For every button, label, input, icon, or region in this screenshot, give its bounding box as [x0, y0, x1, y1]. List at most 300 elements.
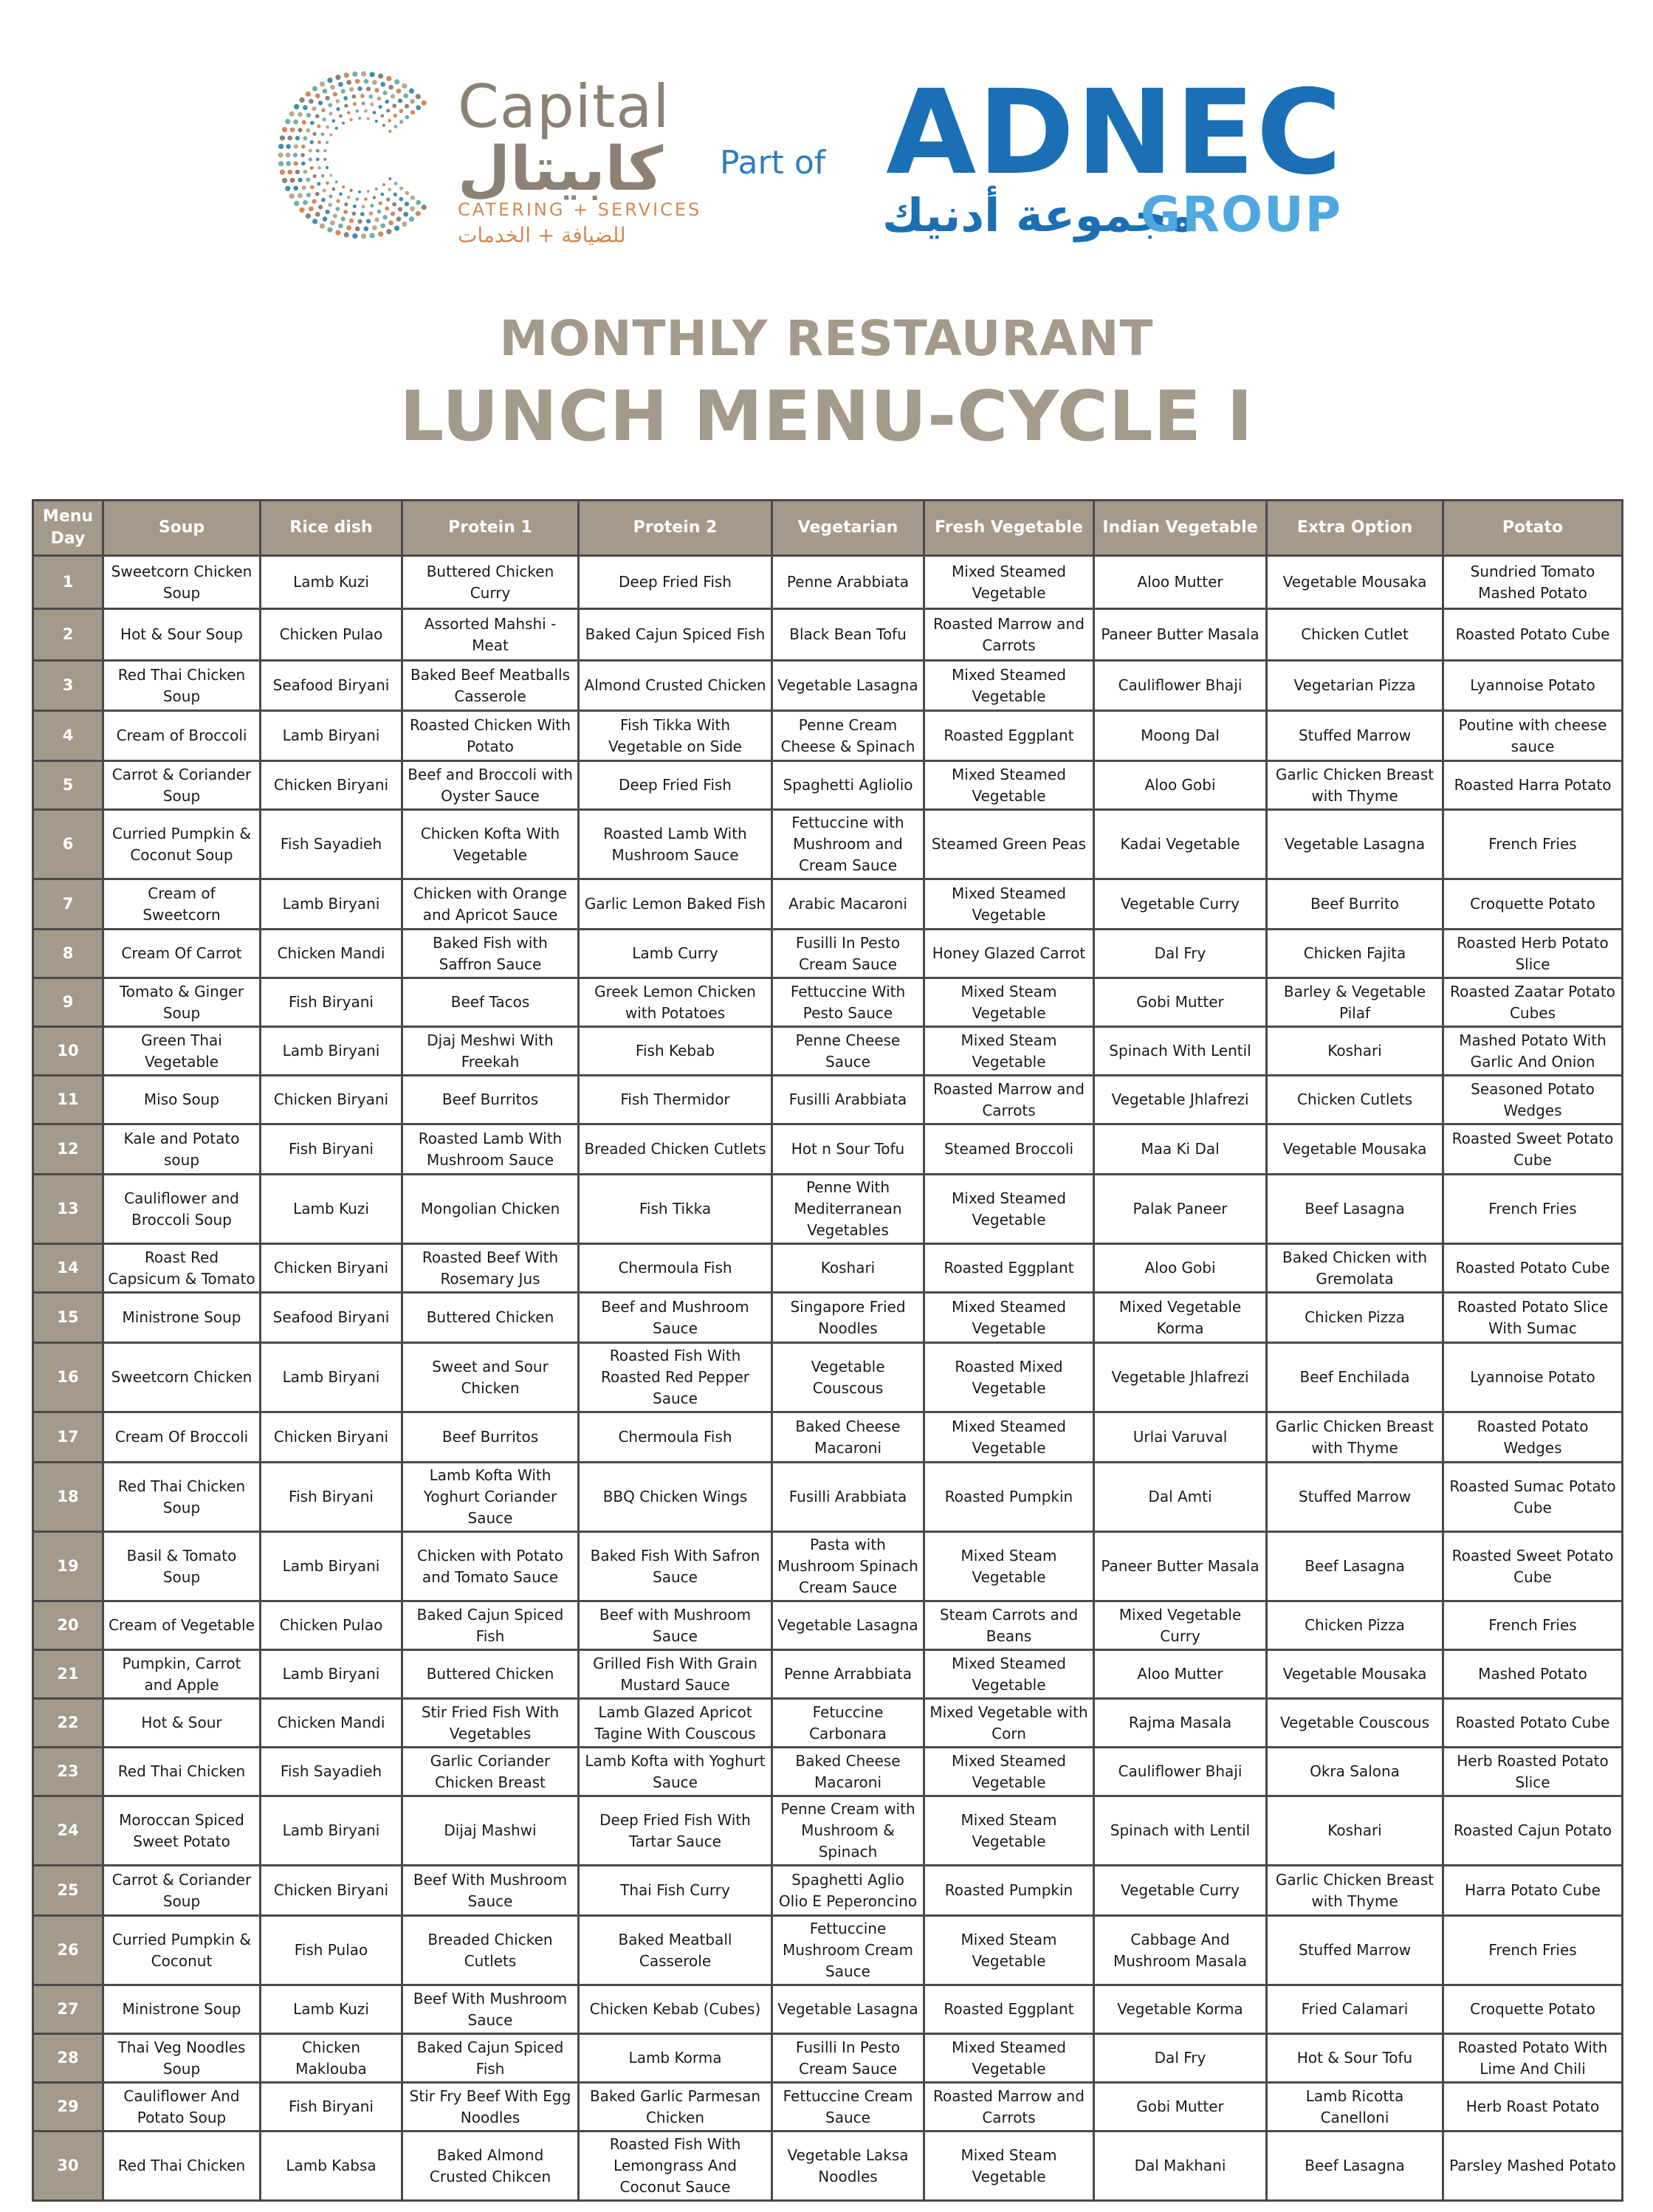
logo-dot: [367, 190, 370, 193]
logo-dot: [313, 132, 317, 136]
logo-dot: [309, 206, 314, 211]
menu-item-cell: Okra Salona: [1267, 1748, 1443, 1796]
logo-dot: [303, 105, 308, 110]
logo-dot: [372, 80, 377, 85]
menu-item-cell: Roasted Potato Slice With Sumac: [1443, 1293, 1623, 1343]
menu-item-cell: Mixed Steam Vegetable: [924, 978, 1094, 1027]
menu-item-cell: Mixed Steamed Vegetable: [924, 1748, 1094, 1796]
logo-dot: [352, 233, 357, 238]
menu-item-cell: Chicken Pizza: [1267, 1601, 1443, 1650]
menu-item-cell: Cauliflower Bhaji: [1094, 1748, 1267, 1796]
column-header: Protein 1: [402, 501, 579, 556]
menu-item-cell: Roasted Eggplant: [924, 1985, 1094, 2034]
adnec-logo-group: GROUP: [1141, 186, 1343, 243]
capital-logo-tagline-arabic: للضيافة + الخدمات: [458, 223, 626, 247]
menu-item-cell: Roasted Fish With Roasted Red Pepper Sauce: [579, 1343, 772, 1412]
table-row: [33, 1293, 1623, 1343]
menu-day-cell: 13: [33, 1175, 103, 1244]
menu-item-cell: Tomato & Ginger Soup: [103, 978, 261, 1027]
menu-item-cell: Koshari: [1267, 1027, 1443, 1076]
logo-dot: [286, 153, 291, 158]
menu-item-cell: Dal Makhani: [1094, 2132, 1267, 2201]
logo-dot: [321, 132, 325, 136]
menu-item-cell: Roasted Lamb With Mushroom Sauce: [579, 810, 772, 879]
logo-dot: [394, 114, 397, 117]
logo-dot: [331, 188, 335, 191]
logo-dot: [349, 219, 354, 223]
logo-dot: [403, 212, 408, 217]
menu-item-cell: Beef Burrito: [1267, 879, 1443, 930]
logo-dot: [342, 122, 345, 125]
table-row: [33, 879, 1623, 930]
menu-day-cell: 11: [33, 1076, 103, 1124]
logo-dot: [303, 170, 307, 174]
table-row: [33, 1796, 1623, 1866]
logo-dot: [362, 205, 365, 208]
menu-item-cell: Spaghetti Aglio Olio E Peperoncino: [772, 1866, 924, 1916]
logo-dot: [382, 183, 385, 186]
logo-dot: [375, 120, 378, 123]
menu-day-cell: 15: [33, 1293, 103, 1343]
logo-dot: [358, 117, 361, 120]
menu-item-cell: Roasted Sweet Potato Cube: [1443, 1532, 1623, 1601]
menu-item-cell: Sundried Tomato Mashed Potato: [1443, 556, 1623, 609]
menu-item-cell: Red Thai Chicken: [103, 2132, 261, 2201]
table-row: [33, 661, 1623, 711]
logo-dot: [289, 111, 295, 117]
menu-day-cell: 14: [33, 1244, 103, 1293]
logo-dot: [328, 203, 332, 207]
logo-dot: [326, 126, 329, 129]
logo-dot: [416, 94, 421, 99]
menu-item-cell: Beef and Mushroom Sauce: [579, 1293, 772, 1343]
logo-dot: [344, 202, 348, 206]
logo-dot: [402, 221, 407, 227]
logo-dot: [352, 72, 357, 77]
menu-item-cell: Lamb Biryani: [261, 1343, 402, 1412]
menu-item-cell: Chermoula Fish: [579, 1412, 772, 1463]
menu-item-cell: Stuffed Marrow: [1267, 1916, 1443, 1985]
logo-dot: [321, 198, 326, 202]
logo-dot: [317, 124, 320, 128]
menu-day-cell: 21: [33, 1650, 103, 1699]
logo-dot: [301, 162, 306, 166]
logo-dot: [323, 149, 326, 152]
logo-dot: [372, 225, 377, 230]
menu-item-cell: Fish Pulao: [261, 1916, 402, 1985]
menu-item-cell: Chicken Kebab (Cubes): [579, 1985, 772, 2034]
menu-item-cell: Parsley Mashed Potato: [1443, 2132, 1623, 2201]
menu-item-cell: Fettuccine with Mushroom and Cream Sauce: [772, 810, 924, 879]
logo-dot: [346, 80, 351, 85]
logo-dot: [290, 178, 295, 183]
menu-item-cell: Chicken Kofta With Vegetable: [402, 810, 579, 879]
menu-item-cell: Aloo Gobi: [1094, 1244, 1267, 1293]
menu-item-cell: Moong Dal: [1094, 711, 1267, 761]
logo-dot: [422, 205, 427, 210]
logo-dot: [378, 231, 383, 236]
logo-dot: [329, 111, 332, 115]
menu-item-cell: Chicken Mandi: [261, 1699, 402, 1748]
menu-item-cell: Deep Fried Fish: [579, 761, 772, 810]
menu-day-cell: 27: [33, 1985, 103, 2034]
menu-item-cell: Greek Lemon Chicken with Potatoes: [579, 978, 772, 1027]
menu-item-cell: Fusilli In Pesto Cream Sauce: [772, 930, 924, 978]
menu-item-cell: Carrot & Coriander Soup: [103, 1866, 261, 1916]
menu-item-cell: Cauliflower Bhaji: [1094, 661, 1267, 711]
menu-item-cell: Roasted Cajun Potato: [1443, 1796, 1623, 1866]
logo-dot: [323, 89, 328, 94]
logo-dot: [349, 87, 354, 92]
logo-dot: [303, 136, 307, 140]
page-header: [0, 0, 1653, 495]
menu-item-cell: Lyannoise Potato: [1443, 661, 1623, 711]
logo-dot: [317, 182, 320, 185]
menu-item-cell: Roasted Potato Cube: [1443, 609, 1623, 661]
menu-item-cell: Roasted Beef With Rosemary Jus: [402, 1244, 579, 1293]
logo-dot: [368, 95, 373, 99]
menu-item-cell: Poutine with cheese sauce: [1443, 711, 1623, 761]
menu-day-cell: 30: [33, 2132, 103, 2201]
logo-dot: [278, 152, 283, 157]
menu-item-cell: Baked Beef Meatballs Casserole: [402, 661, 579, 711]
logo-dot: [350, 118, 353, 121]
logo-dot: [331, 119, 335, 123]
logo-dot: [339, 192, 343, 196]
logo-dot: [290, 127, 295, 132]
page-title-line-1: MONTHLY RESTAURANT: [499, 310, 1154, 367]
logo-dot: [323, 158, 326, 161]
menu-item-cell: Maa Ki Dal: [1094, 1124, 1267, 1175]
logo-dot: [282, 178, 287, 183]
menu-item-cell: Aloo Mutter: [1094, 556, 1267, 609]
menu-item-cell: Roasted Eggplant: [924, 711, 1094, 761]
table-row: [33, 1532, 1623, 1601]
menu-item-cell: Lamb Korma: [579, 2034, 772, 2083]
menu-day-cell: 25: [33, 1866, 103, 1916]
menu-item-cell: Roasted Lamb With Mushroom Sauce: [402, 1124, 579, 1175]
menu-item-cell: Aloo Gobi: [1094, 761, 1267, 810]
menu-item-cell: Beef Lasagna: [1267, 1532, 1443, 1601]
column-header: Fresh Vegetable: [924, 501, 1094, 556]
menu-item-cell: Curried Pumpkin & Coconut Soup: [103, 810, 261, 879]
logo-dot: [398, 207, 402, 211]
logo-dot: [329, 133, 332, 136]
logo-dot: [298, 128, 303, 132]
logo-dot: [335, 230, 340, 236]
logo-dot: [315, 212, 320, 217]
menu-item-cell: Vegetable Lasagna: [772, 661, 924, 711]
logo-dot: [286, 161, 291, 166]
menu-item-cell: Chicken with Potato and Tomato Sauce: [402, 1532, 579, 1601]
logo-dot: [364, 109, 368, 113]
menu-item-cell: Mixed Vegetable with Corn: [924, 1699, 1094, 1748]
menu-item-cell: Kale and Potato soup: [103, 1124, 261, 1175]
menu-item-cell: Baked Cajun Spiced Fish: [402, 2034, 579, 2083]
menu-item-cell: Steamed Broccoli: [924, 1124, 1094, 1175]
logo-dot: [285, 186, 290, 191]
logo-dot: [325, 96, 329, 100]
menu-item-cell: Fish Sayadieh: [261, 1748, 402, 1796]
menu-item-cell: Cream Of Broccoli: [103, 1412, 261, 1463]
menu-item-cell: Chicken Biryani: [261, 1076, 402, 1124]
menu-item-cell: Vegetable Mousaka: [1267, 1650, 1443, 1699]
logo-dot: [306, 193, 311, 197]
menu-item-cell: Black Bean Tofu: [772, 609, 924, 661]
menu-item-cell: Beef With Mushroom Sauce: [402, 1985, 579, 2034]
table-row: [33, 1748, 1623, 1796]
menu-item-cell: Roasted Zaatar Potato Cubes: [1443, 978, 1623, 1027]
table-row: [33, 2083, 1623, 2132]
logo-dot: [377, 97, 382, 101]
menu-item-cell: Mixed Steam Vegetable: [924, 1916, 1094, 1985]
menu-day-cell: 23: [33, 1748, 103, 1796]
menu-item-cell: Garlic Chicken Breast with Thyme: [1267, 761, 1443, 810]
table-row: [33, 930, 1623, 978]
logo-dot: [352, 95, 357, 99]
menu-item-cell: Breaded Chicken Cutlets: [579, 1124, 772, 1175]
logo-dot: [339, 114, 343, 118]
logo-dot: [405, 202, 409, 206]
logo-dot: [380, 193, 384, 196]
menu-item-cell: Beef Enchilada: [1267, 1343, 1443, 1412]
logo-dot: [301, 145, 306, 149]
logo-dot: [329, 174, 332, 176]
logo-dot: [323, 216, 328, 221]
menu-item-cell: Lamb Kuzi: [261, 1985, 402, 2034]
menu-item-cell: Baked Fish with Saffron Sauce: [402, 930, 579, 978]
logo-dot: [416, 105, 421, 110]
table-row: [33, 2034, 1623, 2083]
logo-dot: [302, 185, 306, 190]
logo-dot: [313, 174, 317, 178]
logo-dot: [355, 79, 360, 84]
logo-dot: [409, 216, 414, 221]
logo-dot: [338, 223, 343, 228]
logo-dot: [416, 211, 421, 216]
menu-day-cell: 12: [33, 1124, 103, 1175]
logo-dot: [315, 192, 320, 196]
table-row: [33, 1985, 1623, 2034]
menu-item-cell: Fish Biryani: [261, 1124, 402, 1175]
capital-logo-tagline: CATERING + SERVICES: [458, 199, 702, 220]
table-row: [33, 1699, 1623, 1748]
logo-dot: [309, 99, 314, 104]
logo-dot: [399, 109, 403, 113]
menu-item-cell: Fried Calamari: [1267, 1985, 1443, 2034]
menu-item-cell: Stir Fried Fish With Vegetables: [402, 1699, 579, 1748]
table-row: [33, 1916, 1623, 1985]
logo-dot: [316, 149, 320, 153]
logo-dot: [298, 193, 303, 199]
menu-item-cell: Assorted Mahshi - Meat: [402, 609, 579, 661]
logo-dot: [366, 86, 371, 91]
menu-item-cell: Sweetcorn Chicken: [103, 1343, 261, 1412]
menu-item-cell: Paneer Butter Masala: [1094, 1532, 1267, 1601]
table-row: [33, 1175, 1623, 1244]
logo-dot: [317, 140, 321, 144]
menu-item-cell: Roasted Chicken With Potato: [402, 711, 579, 761]
logo-dot: [355, 226, 360, 231]
menu-item-cell: Fusilli In Pesto Cream Sauce: [772, 2034, 924, 2083]
menu-item-cell: Mixed Steam Vegetable: [924, 2132, 1094, 2201]
logo-dot: [379, 105, 382, 109]
logo-dot: [399, 120, 403, 123]
menu-item-cell: Seafood Biryani: [261, 661, 402, 711]
menu-item-cell: Paneer Butter Masala: [1094, 609, 1267, 661]
menu-item-cell: Chicken Biryani: [261, 1244, 402, 1293]
menu-item-cell: Fish Biryani: [261, 978, 402, 1027]
menu-item-cell: Penne Arabbiata: [772, 556, 924, 609]
logo-dot: [295, 136, 300, 140]
menu-item-cell: Chicken Biryani: [261, 761, 402, 810]
menu-item-cell: Lamb Kuzi: [261, 556, 402, 609]
menu-item-cell: Penne Cheese Sauce: [772, 1027, 924, 1076]
logo-dot: [394, 125, 398, 128]
logo-dot: [402, 83, 407, 89]
logo-dot: [361, 71, 366, 76]
capital-logo-name: Capital: [458, 72, 670, 141]
logo-dot: [367, 117, 370, 120]
logo-dot: [370, 72, 375, 77]
logo-dot: [391, 94, 395, 98]
menu-item-cell: Fish Biryani: [261, 2083, 402, 2132]
menu-item-cell: Chicken Fajita: [1267, 930, 1443, 978]
logo-dot: [385, 206, 389, 210]
logo-dot: [396, 216, 402, 221]
menu-item-cell: Baked Cajun Spiced Fish: [579, 609, 772, 661]
menu-item-cell: Cream of Broccoli: [103, 711, 261, 761]
menu-item-cell: Ministrone Soup: [103, 1985, 261, 2034]
menu-item-cell: Beef Burritos: [402, 1412, 579, 1463]
menu-item-cell: Vegetable Mousaka: [1267, 1124, 1443, 1175]
menu-item-cell: Hot & Sour: [103, 1699, 261, 1748]
menu-item-cell: Cream of Vegetable: [103, 1601, 261, 1650]
logo-dot: [385, 100, 389, 104]
menu-item-cell: Fish Biryani: [261, 1463, 402, 1532]
table-row: [33, 1244, 1623, 1293]
menu-item-cell: Ministrone Soup: [103, 1293, 261, 1343]
logo-dot: [343, 210, 348, 214]
menu-item-cell: Mixed Steamed Vegetable: [924, 2034, 1094, 2083]
logo-dot: [391, 211, 395, 216]
menu-item-cell: Sweetcorn Chicken Soup: [103, 556, 261, 609]
logo-dot: [306, 92, 311, 97]
logo-dot: [410, 196, 415, 200]
menu-item-cell: French Fries: [1443, 1916, 1623, 1985]
menu-item-cell: Chicken Pizza: [1267, 1293, 1443, 1343]
menu-item-cell: Vegetable Couscous: [1267, 1699, 1443, 1748]
menu-item-cell: Lamb Biryani: [261, 1027, 402, 1076]
logo-dot: [303, 200, 308, 205]
logo-dot: [282, 127, 287, 132]
menu-item-cell: Roasted Herb Potato Slice: [1443, 930, 1623, 978]
menu-day-cell: 28: [33, 2034, 103, 2083]
logo-dot: [293, 186, 298, 191]
menu-item-cell: Red Thai Chicken Soup: [103, 661, 261, 711]
logo-dot: [320, 81, 325, 86]
table-row: [33, 1601, 1623, 1650]
menu-item-cell: Cauliflower and Broccoli Soup: [103, 1175, 261, 1244]
menu-item-cell: Roasted Marrow and Carrots: [924, 1076, 1094, 1124]
menu-item-cell: Buttered Chicken: [402, 1650, 579, 1699]
logo-dot: [353, 205, 357, 208]
menu-item-cell: Roasted Marrow and Carrots: [924, 609, 1094, 661]
menu-item-cell: Deep Fried Fish With Tartar Sauce: [579, 1796, 772, 1866]
logo-dot: [294, 161, 298, 165]
logo-dot: [410, 99, 415, 104]
logo-dot: [341, 216, 346, 221]
logo-dot: [388, 220, 394, 225]
part-of-label: Part of: [720, 144, 826, 182]
menu-item-cell: Gobi Mutter: [1094, 978, 1267, 1027]
logo-dot: [405, 191, 409, 196]
logo-dot: [286, 144, 291, 149]
logo-dot: [330, 220, 335, 225]
menu-item-cell: Mixed Vegetable Curry: [1094, 1601, 1267, 1650]
menu-item-cell: Baked Almond Crusted Chikcen: [402, 2132, 579, 2201]
logo-dot: [396, 89, 402, 94]
menu-item-cell: Spaghetti Agliolio: [772, 761, 924, 810]
menu-item-cell: Roasted Potato Cube: [1443, 1699, 1623, 1748]
menu-day-cell: 6: [33, 810, 103, 879]
logo-dot: [388, 85, 394, 90]
menu-item-cell: Roasted Mixed Vegetable: [924, 1343, 1094, 1412]
logo-dot: [326, 166, 329, 169]
menu-item-cell: Beef Lasagna: [1267, 2132, 1443, 2201]
logo-dot: [323, 189, 326, 193]
menu-item-cell: Urlai Varuval: [1094, 1412, 1267, 1463]
logo-dot: [416, 200, 421, 205]
menu-day-cell: 24: [33, 1796, 103, 1866]
menu-day-cell: 18: [33, 1463, 103, 1532]
logo-dot: [364, 197, 368, 201]
menu-item-cell: Fettuccine With Pesto Sauce: [772, 978, 924, 1027]
menu-item-cell: Croquette Potato: [1443, 879, 1623, 930]
logo-dot: [392, 103, 396, 108]
logo-dot: [399, 186, 403, 190]
menu-item-cell: Steamed Green Peas: [924, 810, 1094, 879]
menu-item-cell: Vegetable Laksa Noodles: [772, 2132, 924, 2201]
logo-dot: [386, 198, 390, 202]
logo-dot: [315, 93, 320, 98]
menu-item-cell: Garlic Chicken Breast with Thyme: [1267, 1866, 1443, 1916]
menu-item-cell: Hot n Sour Tofu: [772, 1124, 924, 1175]
menu-item-cell: Stir Fry Beef With Egg Noodles: [402, 2083, 579, 2132]
menu-item-cell: Spinach with Lentil: [1094, 1796, 1267, 1866]
menu-item-cell: Mixed Vegetable Korma: [1094, 1293, 1267, 1343]
adnec-logo-name: ADNEC: [886, 65, 1344, 201]
menu-item-cell: Vegetable Jhlafrezi: [1094, 1343, 1267, 1412]
menu-item-cell: Garlic Chicken Breast with Thyme: [1267, 1412, 1443, 1463]
logo-dot: [310, 140, 314, 144]
menu-item-cell: Harra Potato Cube: [1443, 1866, 1623, 1916]
logo-dot: [357, 86, 362, 91]
logo-dot: [409, 89, 414, 94]
logo-dot: [366, 219, 371, 223]
logo-dot: [317, 166, 321, 170]
menu-item-cell: Roasted Potato Cube: [1443, 1244, 1623, 1293]
logo-dot: [380, 82, 385, 87]
menu-item-cell: Roasted Eggplant: [924, 1244, 1094, 1293]
logo-dot: [306, 128, 310, 133]
logo-dot: [320, 223, 325, 228]
menu-item-cell: Singapore Fried Noodles: [772, 1293, 924, 1343]
menu-item-cell: Mashed Potato: [1443, 1650, 1623, 1699]
menu-item-cell: Dal Fry: [1094, 930, 1267, 978]
logo-dot: [333, 213, 337, 218]
logo-dot: [278, 161, 283, 166]
